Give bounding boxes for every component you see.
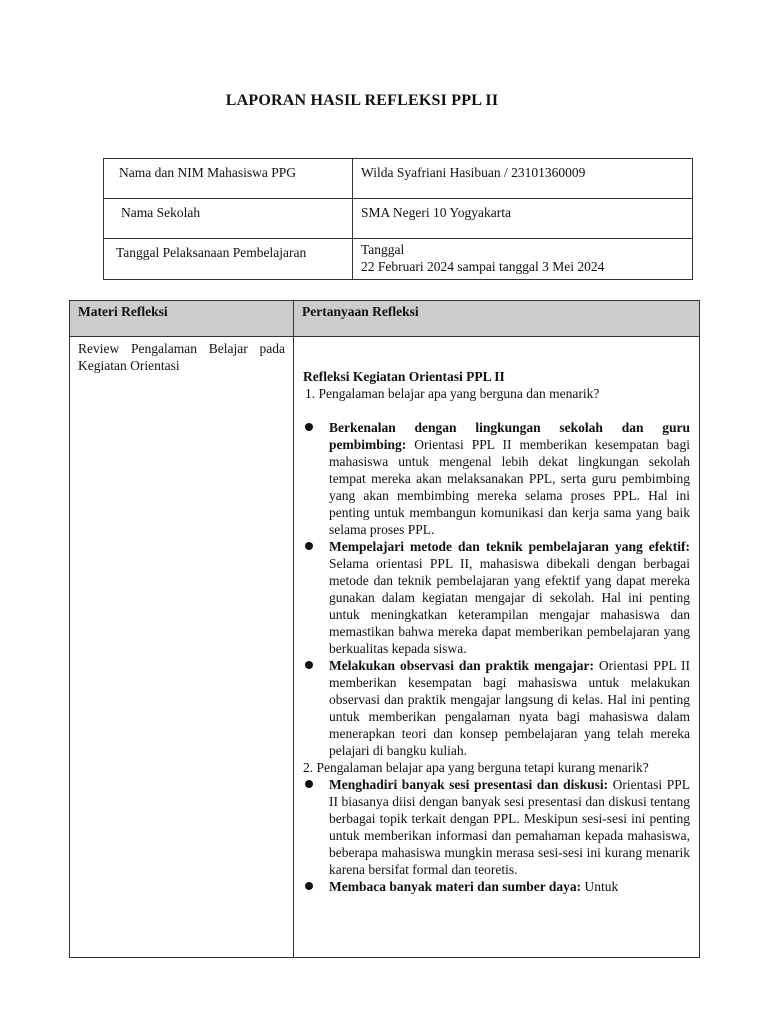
info-value-date-line1: Tanggal [361, 242, 405, 257]
info-label-school: Nama Sekolah [104, 199, 353, 239]
list-item-heading: Berkenalan dengan lingkungan sekolah dan guru pembimbing: [329, 420, 690, 452]
info-value-school: SMA Negeri 10 Yogyakarta [353, 199, 693, 239]
header-pertanyaan: Pertanyaan Refleksi [294, 301, 700, 337]
bullet-icon [305, 882, 313, 890]
list-item [303, 419, 690, 538]
list-item-text: Untuk [581, 879, 619, 894]
question-2-list [303, 776, 690, 895]
reflection-header-row [70, 301, 700, 337]
info-value-date [353, 239, 693, 280]
info-value-date-line2: 22 Februari 2024 sampai tanggal 3 Mei 2024 [361, 259, 605, 274]
question-1-list [303, 419, 690, 759]
info-value-student: Wilda Syafriani Hasibuan / 23101360009 [353, 159, 693, 199]
info-label-student: Nama dan NIM Mahasiswa PPG [104, 159, 353, 199]
bullet-icon [305, 542, 313, 550]
reflection-row [70, 337, 700, 958]
reflection-table [69, 300, 700, 958]
info-row-student [104, 159, 693, 199]
section-title: Refleksi Kegiatan Orientasi PPL II [303, 369, 505, 384]
question-2: 2. Pengalaman belajar apa yang berguna tetapi kurang menarik? [303, 760, 649, 775]
list-item-heading: Mempelajari metode dan teknik pembelajaran yang efektif: [329, 539, 690, 554]
list-item-heading: Menghadiri banyak sesi presentasi dan diskusi: [329, 777, 609, 792]
header-materi: Materi Refleksi [70, 301, 294, 337]
list-item-heading: Melakukan observasi dan praktik mengajar: [329, 658, 594, 673]
bullet-icon [305, 423, 313, 431]
materi-cell: Review Pengalaman Belajar pada Kegiatan Orientasi [70, 337, 294, 958]
document-title: LAPORAN HASIL REFLEKSI PPL II [225, 92, 499, 109]
list-item-text: Orientasi PPL II biasanya diisi dengan banyak sesi presentasi dan diskusi tentang berbagai topik terkait dengan PPL. Meskipun sesi-sesi ini penting untuk memberikan informasi dan pemahaman kepada mahasiswa, beberapa mahasiswa mungkin merasa sesi-sesi ini kurang menarik karena bersifat formal dan teoretis. [329, 777, 690, 877]
list-item-text: Orientasi PPL II memberikan kesempatan bagi mahasiswa untuk melakukan observasi dan praktik mengajar langsung di kelas. Hal ini penting untuk memberikan pengalaman nyata bagi mahasiswa dalam menerapkan teori dan konsep pembelajaran yang telah mereka pelajari di bangku kuliah. [329, 658, 690, 758]
list-item-heading: Membaca banyak materi dan sumber daya: [329, 879, 582, 894]
list-item-text: Selama orientasi PPL II, mahasiswa dibekali dengan berbagai metode dan teknik pembelajaran yang efektif yang dapat mereka gunakan dalam kegiatan mengajar di sekolah. Hal ini penting untuk meningkatkan keterampilan mengajar mahasiswa dan memastikan bahwa mereka dapat memberikan pembelajaran yang berkualitas kepada siswa. [329, 556, 690, 656]
info-row-date [104, 239, 693, 280]
info-row-school [104, 199, 693, 239]
info-table [103, 158, 693, 280]
bullet-icon [305, 780, 313, 788]
info-label-date: Tanggal Pelaksanaan Pembelajaran [104, 239, 353, 280]
pertanyaan-cell [294, 337, 700, 958]
question-1: 1. Pengalaman belajar apa yang berguna dan menarik? [305, 386, 600, 401]
list-item-text: Orientasi PPL II memberikan kesempatan bagi mahasiswa untuk mengenal lebih dekat lingkungan sekolah tempat mereka akan melaksanakan PPL, serta guru pembimbing yang akan membimbing mereka selama proses PPL. Hal ini penting untuk membangun komunikasi dan kerja sama yang baik selama proses PPL. [329, 437, 690, 537]
list-item [303, 776, 690, 878]
list-item [303, 657, 690, 759]
list-item [303, 878, 690, 895]
bullet-icon [305, 661, 313, 669]
list-item [303, 538, 690, 657]
